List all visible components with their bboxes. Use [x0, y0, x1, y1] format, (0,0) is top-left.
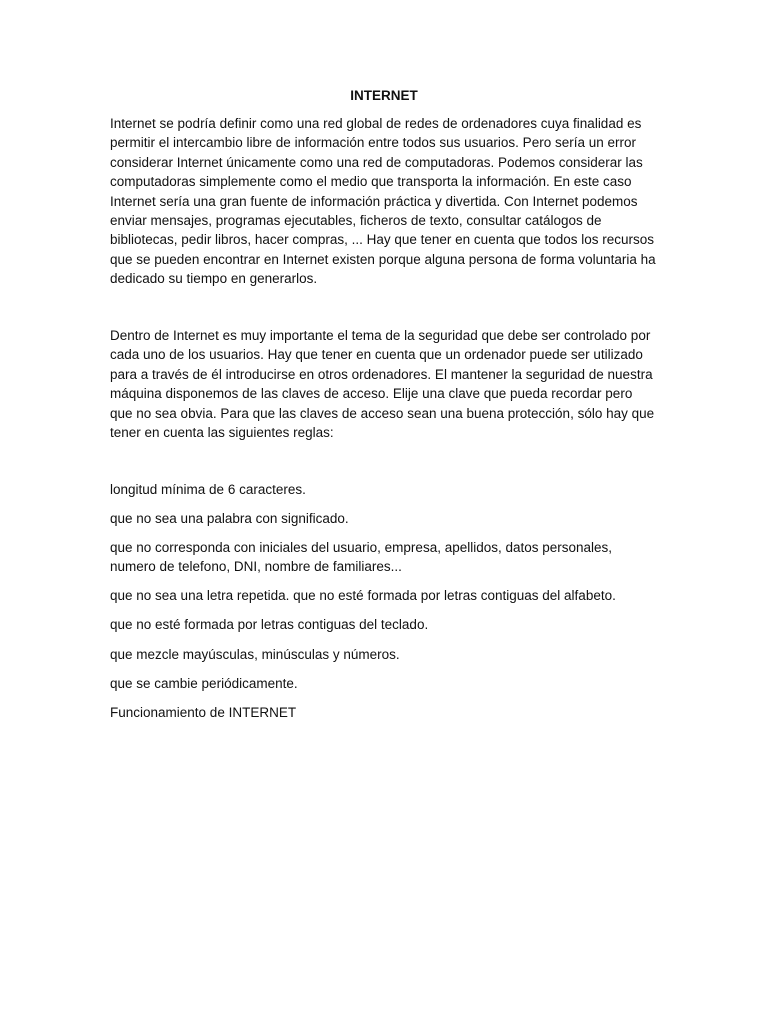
- rule-item: que mezcle mayúsculas, minúsculas y números.: [110, 647, 400, 662]
- paragraph-internet-definition: Internet se podría definir como una red global de redes de ordenadores cuya finalidad es permitir el intercambio libre de información entre todos sus usuarios. Pero sería un error considerar Internet únicamente como una red de computadoras. Podemos considerar las computadoras simplemente como el medio que transporta la información. En este caso Internet sería una gran fuente de información práctica y divertida. Con Internet podemos enviar mensajes, programas ejecutables, ficheros de texto, consultar catálogos de bibliotecas, pedir libros, hacer compras, ... Hay que tener en cuenta que todos los recursos que se pueden encontrar en Internet existen porque alguna persona de forma voluntaria ha dedicado su tiempo en generarlos.: [110, 116, 656, 287]
- rule-item: que no esté formada por letras contiguas del teclado.: [110, 617, 429, 632]
- rule-item: longitud mínima de 6 caracteres.: [110, 482, 306, 497]
- section-heading-funcionamiento: Funcionamiento de INTERNET: [110, 705, 297, 720]
- paragraph-security: Dentro de Internet es muy importante el tema de la seguridad que debe ser controlado por cada uno de los usuarios. Hay que tener en cuenta que un ordenador puede ser utilizado para a través de él introducirse en otros ordenadores. El mantener la seguridad de nuestra máquina disponemos de las claves de acceso. Elije una clave que pueda recordar pero que no sea obvia. Para que las claves de acceso sean una buena protección, sólo hay que tener en cuenta las siguientes reglas:: [110, 328, 655, 441]
- rule-item: que no corresponda con iniciales del usuario, empresa, apellidos, datos personales, numero de telefono, DNI, nombre de familiares...: [110, 540, 613, 574]
- rule-item: que se cambie periódicamente.: [110, 676, 298, 691]
- rule-item: que no sea una letra repetida. que no esté formada por letras contiguas del alfabeto.: [110, 588, 616, 603]
- rule-item: que no sea una palabra con significado.: [110, 511, 349, 526]
- document-title: INTERNET: [350, 88, 418, 103]
